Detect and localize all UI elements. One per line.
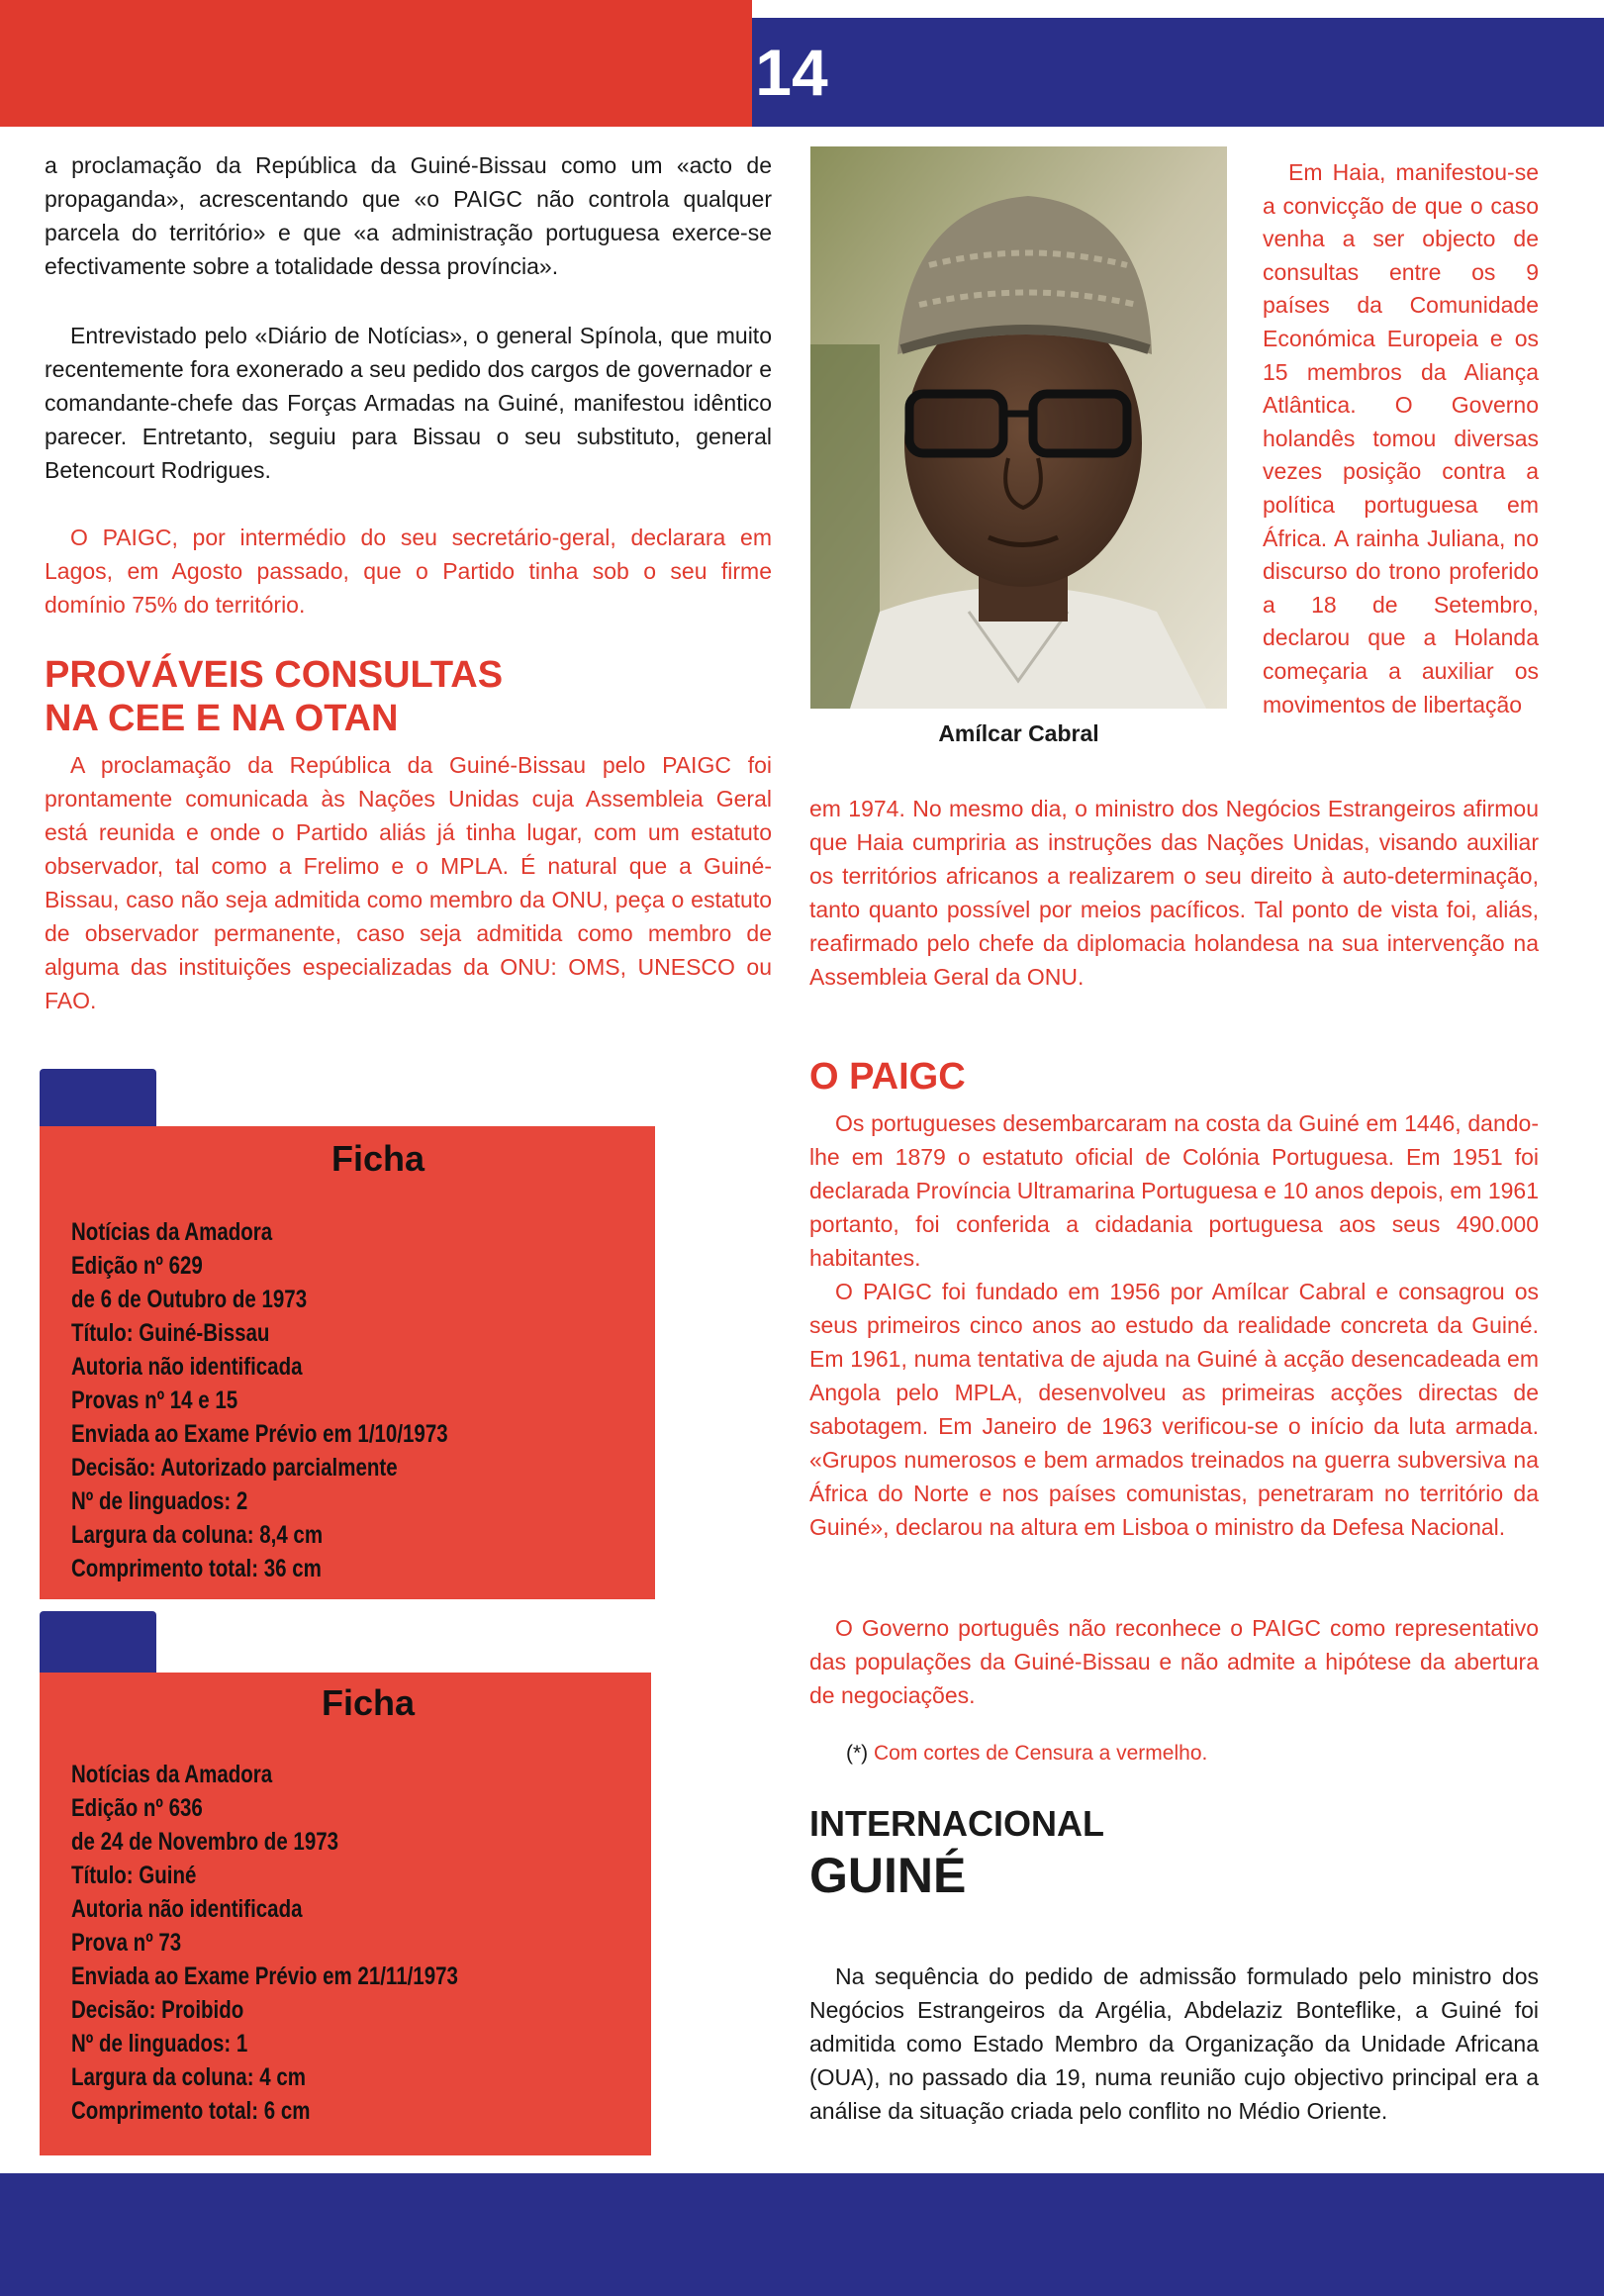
- ficha2-lines: [71, 1758, 543, 2128]
- left-paragraph-2: Entrevistado pelo «Diário de Notícias», o general Spínola, que muito recentemente fora exonerado a seu pedido dos cargos de governador e comandante-chefe das Forças Armadas na Guiné, manifestou idêntico parecer. Entretanto, seguiu para Bissau o seu substituto, general Betencourt Rodrigues.: [45, 323, 772, 483]
- ficha1-line: Edição nº 629: [71, 1252, 203, 1280]
- right-continue-text-censored: em 1974. No mesmo dia, o ministro dos Negócios Estrangeiros afirmou que Haia cumpriria as instruções das Nações Unidas, visando auxiliar os territórios africanos a realizarem o seu direito à auto-determinação, tanto quanto possível por meios pacíficos. Tal ponto de vista foi, aliás, reafirmado pelo chefe da diplomacia holandesa na sua intervenção na Assembleia Geral da ONU.: [809, 796, 1539, 990]
- ficha1-line: de 6 de Outubro de 1973: [71, 1286, 308, 1313]
- footer-blue-bar: [0, 2173, 1604, 2296]
- censorship-footnote: [846, 1742, 1207, 1766]
- left-paragraph-3-censored: O PAIGC, por intermédio do seu secretário-geral, declarara em Lagos, em Agosto passado, que o Partido tinha sob o seu firme domínio 75% do território.: [45, 525, 772, 618]
- ficha1-line: Decisão: Autorizado parcialmente: [71, 1454, 398, 1482]
- left-paragraph-1: a proclamação da República da Guiné-Bissau como um «acto de propaganda», acrescentando que «o PAIGC não controla qualquer parcela do território» e que «a administração portuguesa exerce-se efectivamente sobre a totalidade dessa província».: [45, 152, 772, 279]
- footnote-text: Com cortes de Censura a vermelho.: [874, 1742, 1208, 1765]
- ficha2-line: Autoria não identificada: [71, 1895, 303, 1923]
- section-internacional: INTERNACIONAL: [809, 1803, 1104, 1844]
- ficha2-line: Prova nº 73: [71, 1929, 182, 1957]
- ficha2-line: Notícias da Amadora: [71, 1761, 273, 1788]
- page-number: 14: [755, 36, 828, 109]
- ficha1-line: Enviada ao Exame Prévio em 1/10/1973: [71, 1420, 448, 1448]
- ficha2-line: Largura da coluna: 4 cm: [71, 2063, 306, 2091]
- right-paragraph-8: Na sequência do pedido de admissão formulado pelo ministro dos Negócios Estrangeiros da Argélia, Abdelaziz Bonteflike, a Guiné foi admitida como Estado Membro da Organização da Unidade Africana (OUA), no passado dia 19, numa reunião cujo objectivo principal era a análise da situação criada pelo conflito no Médio Oriente.: [809, 1963, 1539, 2124]
- ficha1-line: Largura da coluna: 8,4 cm: [71, 1521, 324, 1549]
- ficha2-line: Comprimento total: 6 cm: [71, 2097, 311, 2125]
- ficha2-line: Enviada ao Exame Prévio em 21/11/1973: [71, 1962, 458, 1990]
- ficha2-line: de 24 de Novembro de 1973: [71, 1828, 339, 1856]
- heading-paigc: O PAIGC: [809, 1056, 966, 1098]
- heading-consultas-line2: NA CEE E NA OTAN: [45, 698, 399, 739]
- section-guine: GUINÉ: [809, 1848, 967, 1903]
- ficha1-line: Título: Guiné-Bissau: [71, 1319, 270, 1347]
- heading-consultas: [45, 653, 772, 740]
- ficha2-line: Título: Guiné: [71, 1862, 197, 1889]
- ficha2-line: Decisão: Proibido: [71, 1996, 244, 2024]
- left-paragraph-4-censored: A proclamação da República da Guiné-Bissau pelo PAIGC foi prontamente comunicada às Nações Unidas cuja Assembleia Geral está reunida e onde o Partido aliás já tinha lugar, com um estatuto observador, tal como a Frelimo e o MPLA. É natural que a Guiné-Bissau, caso não seja admitida como membro da ONU, peça o estatuto de observador permanente, caso seja admitida como membro de alguma das instituições especializadas da ONU: OMS, UNESCO ou FAO.: [45, 752, 772, 1013]
- portrait-photo: [810, 146, 1227, 709]
- ficha1-line: Notícias da Amadora: [71, 1218, 273, 1246]
- ficha1-line: Autoria não identificada: [71, 1353, 303, 1381]
- ficha1-lines: [71, 1215, 530, 1585]
- ficha2-line: Edição nº 636: [71, 1794, 203, 1822]
- ficha1-title: Ficha: [331, 1138, 425, 1179]
- right-side-text-censored: Em Haia, manifestou-se a convicção de que o caso venha a ser objecto de consultas entre os 9 países da Comunidade Económica Europeia e os 15 membros da Aliança Atlântica. O Governo holandês tomou diversas vezes posição contra a política portuguesa em África. A rainha Juliana, no discurso do trono proferido a 18 de Setembro, declarou que a Holanda começaria a auxiliar os movimentos de libertação: [1263, 159, 1539, 718]
- right-paragraph-5-censored: Os portugueses desembarcaram na costa da Guiné em 1446, dando-lhe em 1879 o estatuto oficial de Colónia Portuguesa. Em 1951 foi declarada Província Ultramarina Portuguesa e 10 anos depois, em 1961 portanto, foi conferida a cidadania portuguesa aos seus 490.000 habitantes.: [809, 1110, 1539, 1271]
- photo-caption: Amílcar Cabral: [938, 720, 1099, 746]
- ficha1-line: Nº de linguados: 2: [71, 1487, 248, 1515]
- heading-consultas-line1: PROVÁVEIS CONSULTAS: [45, 654, 504, 696]
- right-paragraph-6-censored: O PAIGC foi fundado em 1956 por Amílcar Cabral e consagrou os seus primeiros cinco anos ao estudo da realidade concreta da Guiné. Em 1961, numa tentativa de ajuda na Guiné à acção desencadeada em Angola pelo MPLA, desenvolveu as primeiras acções directas de sabotagem. Em Janeiro de 1963 verificou-se o início da luta armada. «Grupos numerosos e bem armados treinados na guerra subversiva na África do Norte e nos países comunistas, penetraram no território da Guiné», declarou na altura em Lisboa o ministro da Defesa Nacional.: [809, 1279, 1539, 1540]
- ficha1-line: Provas nº 14 e 15: [71, 1387, 238, 1414]
- ficha2-title: Ficha: [322, 1682, 416, 1723]
- ficha2-line: Nº de linguados: 1: [71, 2030, 248, 2057]
- header-blue-bar: [752, 18, 1604, 127]
- header-red-bar: [0, 0, 752, 127]
- footnote-mark: (*): [846, 1742, 869, 1765]
- ficha1-line: Comprimento total: 36 cm: [71, 1555, 322, 1582]
- right-paragraph-7-censored: O Governo português não reconhece o PAIGC como representativo das populações da Guiné-Bissau e não admite a hipótese da abertura de negociações.: [809, 1615, 1539, 1708]
